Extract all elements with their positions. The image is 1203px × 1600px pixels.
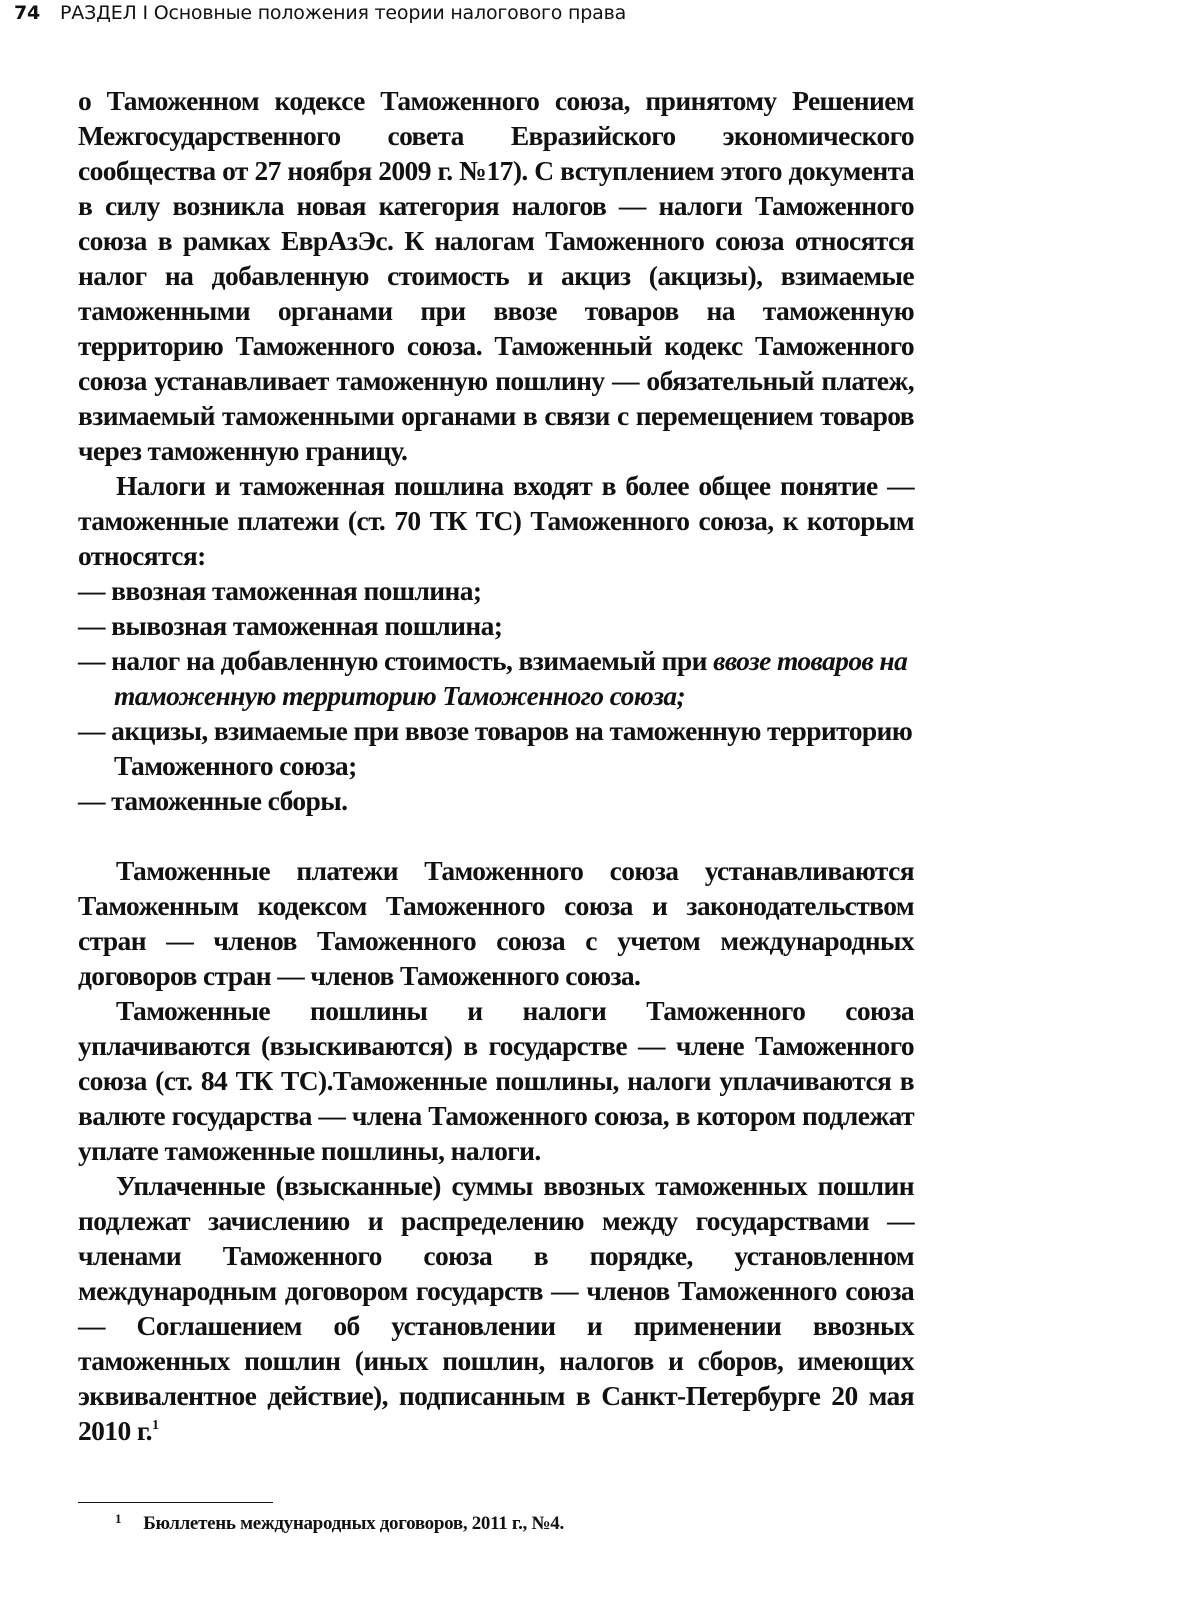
page-number: 74 [14,2,41,24]
list-item-emphasis: ввозе товаров на таможенную территорию Таможенного союза [114,645,908,711]
customs-payments-list [78,573,914,818]
list-item: — ввозная таможенная пошлина; [78,575,482,606]
paragraph-1: о Таможенном кодексе Таможенного союза, принятому Решением Межгосударственного совета Евразийского экономического сообщества от 27 ноября 2009 г. №17). С вступлением этого документа в силу возникла новая категория налогов — налоги Таможенного союза в рамках ЕврАзЭс. К налогам Таможенного союза относятся налог на добавленную стоимость и акциз (акцизы), взимаемые таможенными органами при ввозе товаров на таможенную территорию Таможенного союза. Таможенный кодекс Таможенного союза устанавливает таможенную пошлину — обязательный платеж, взимаемый таможенными органами в связи с перемещением товаров через таможенную границу. [78,85,914,466]
main-text [78,83,914,1448]
list-item: — вывозная таможенная пошлина; [78,610,503,641]
footnote [115,1511,564,1535]
running-header [14,2,626,24]
paragraph-4: Таможенные пошлины и налоги Таможенного союза уплачиваются (взыскиваются) в государстве — члене Таможенного союза (ст. 84 ТК ТС).Таможенные пошлины, налоги уплачиваются в валюте государства — члена Таможенного союза, в котором подлежат уплате таможенные пошлины, налоги. [78,995,914,1166]
paragraph-5 [78,1168,914,1448]
footnote-divider [78,1502,273,1503]
spacer [78,818,914,853]
list-item: — таможенные сборы. [78,785,348,816]
footnote-text: Бюллетень международных договоров, 2011 г., №4. [143,1513,564,1534]
list-item-text: — налог на добавленную стоимость, взимаемый при [78,645,714,676]
list-item-end: ; [676,680,686,711]
paragraph-5-text: Уплаченные (взысканные) суммы ввозных таможенных пошлин подлежат зачислению и распределению между государствами — членами Таможенного союза в порядке, установленном международным договором государств — членов Таможенного союза — Соглашением об установлении и применении ввозных таможенных пошлин (иных пошлин, налогов и сборов, имеющих эквивалентное действие), подписанным в Санкт-Петербурге 20 мая 2010 г. [78,1170,914,1446]
paragraph-2: Налоги и таможенная пошлина входят в более общее понятие — таможенные платежи (ст. 70 ТК ТС) Таможенного союза, к которым относятся: [78,470,914,571]
footnote-mark: 1 [115,1511,122,1526]
list-item [78,643,914,713]
footnote-reference[interactable]: 1 [151,1418,159,1433]
running-title: РАЗДЕЛ I Основные положения теории налогового права [60,2,627,24]
list-item: — акцизы, взимаемые при ввозе товаров на таможенную территорию Таможенного союза; [78,715,913,781]
paragraph-3: Таможенные платежи Таможенного союза устанавливаются Таможенным кодексом Таможенного союза и законодательством стран — членов Таможенного союза с учетом международных договоров стран — членов Таможенного союза. [78,855,914,991]
